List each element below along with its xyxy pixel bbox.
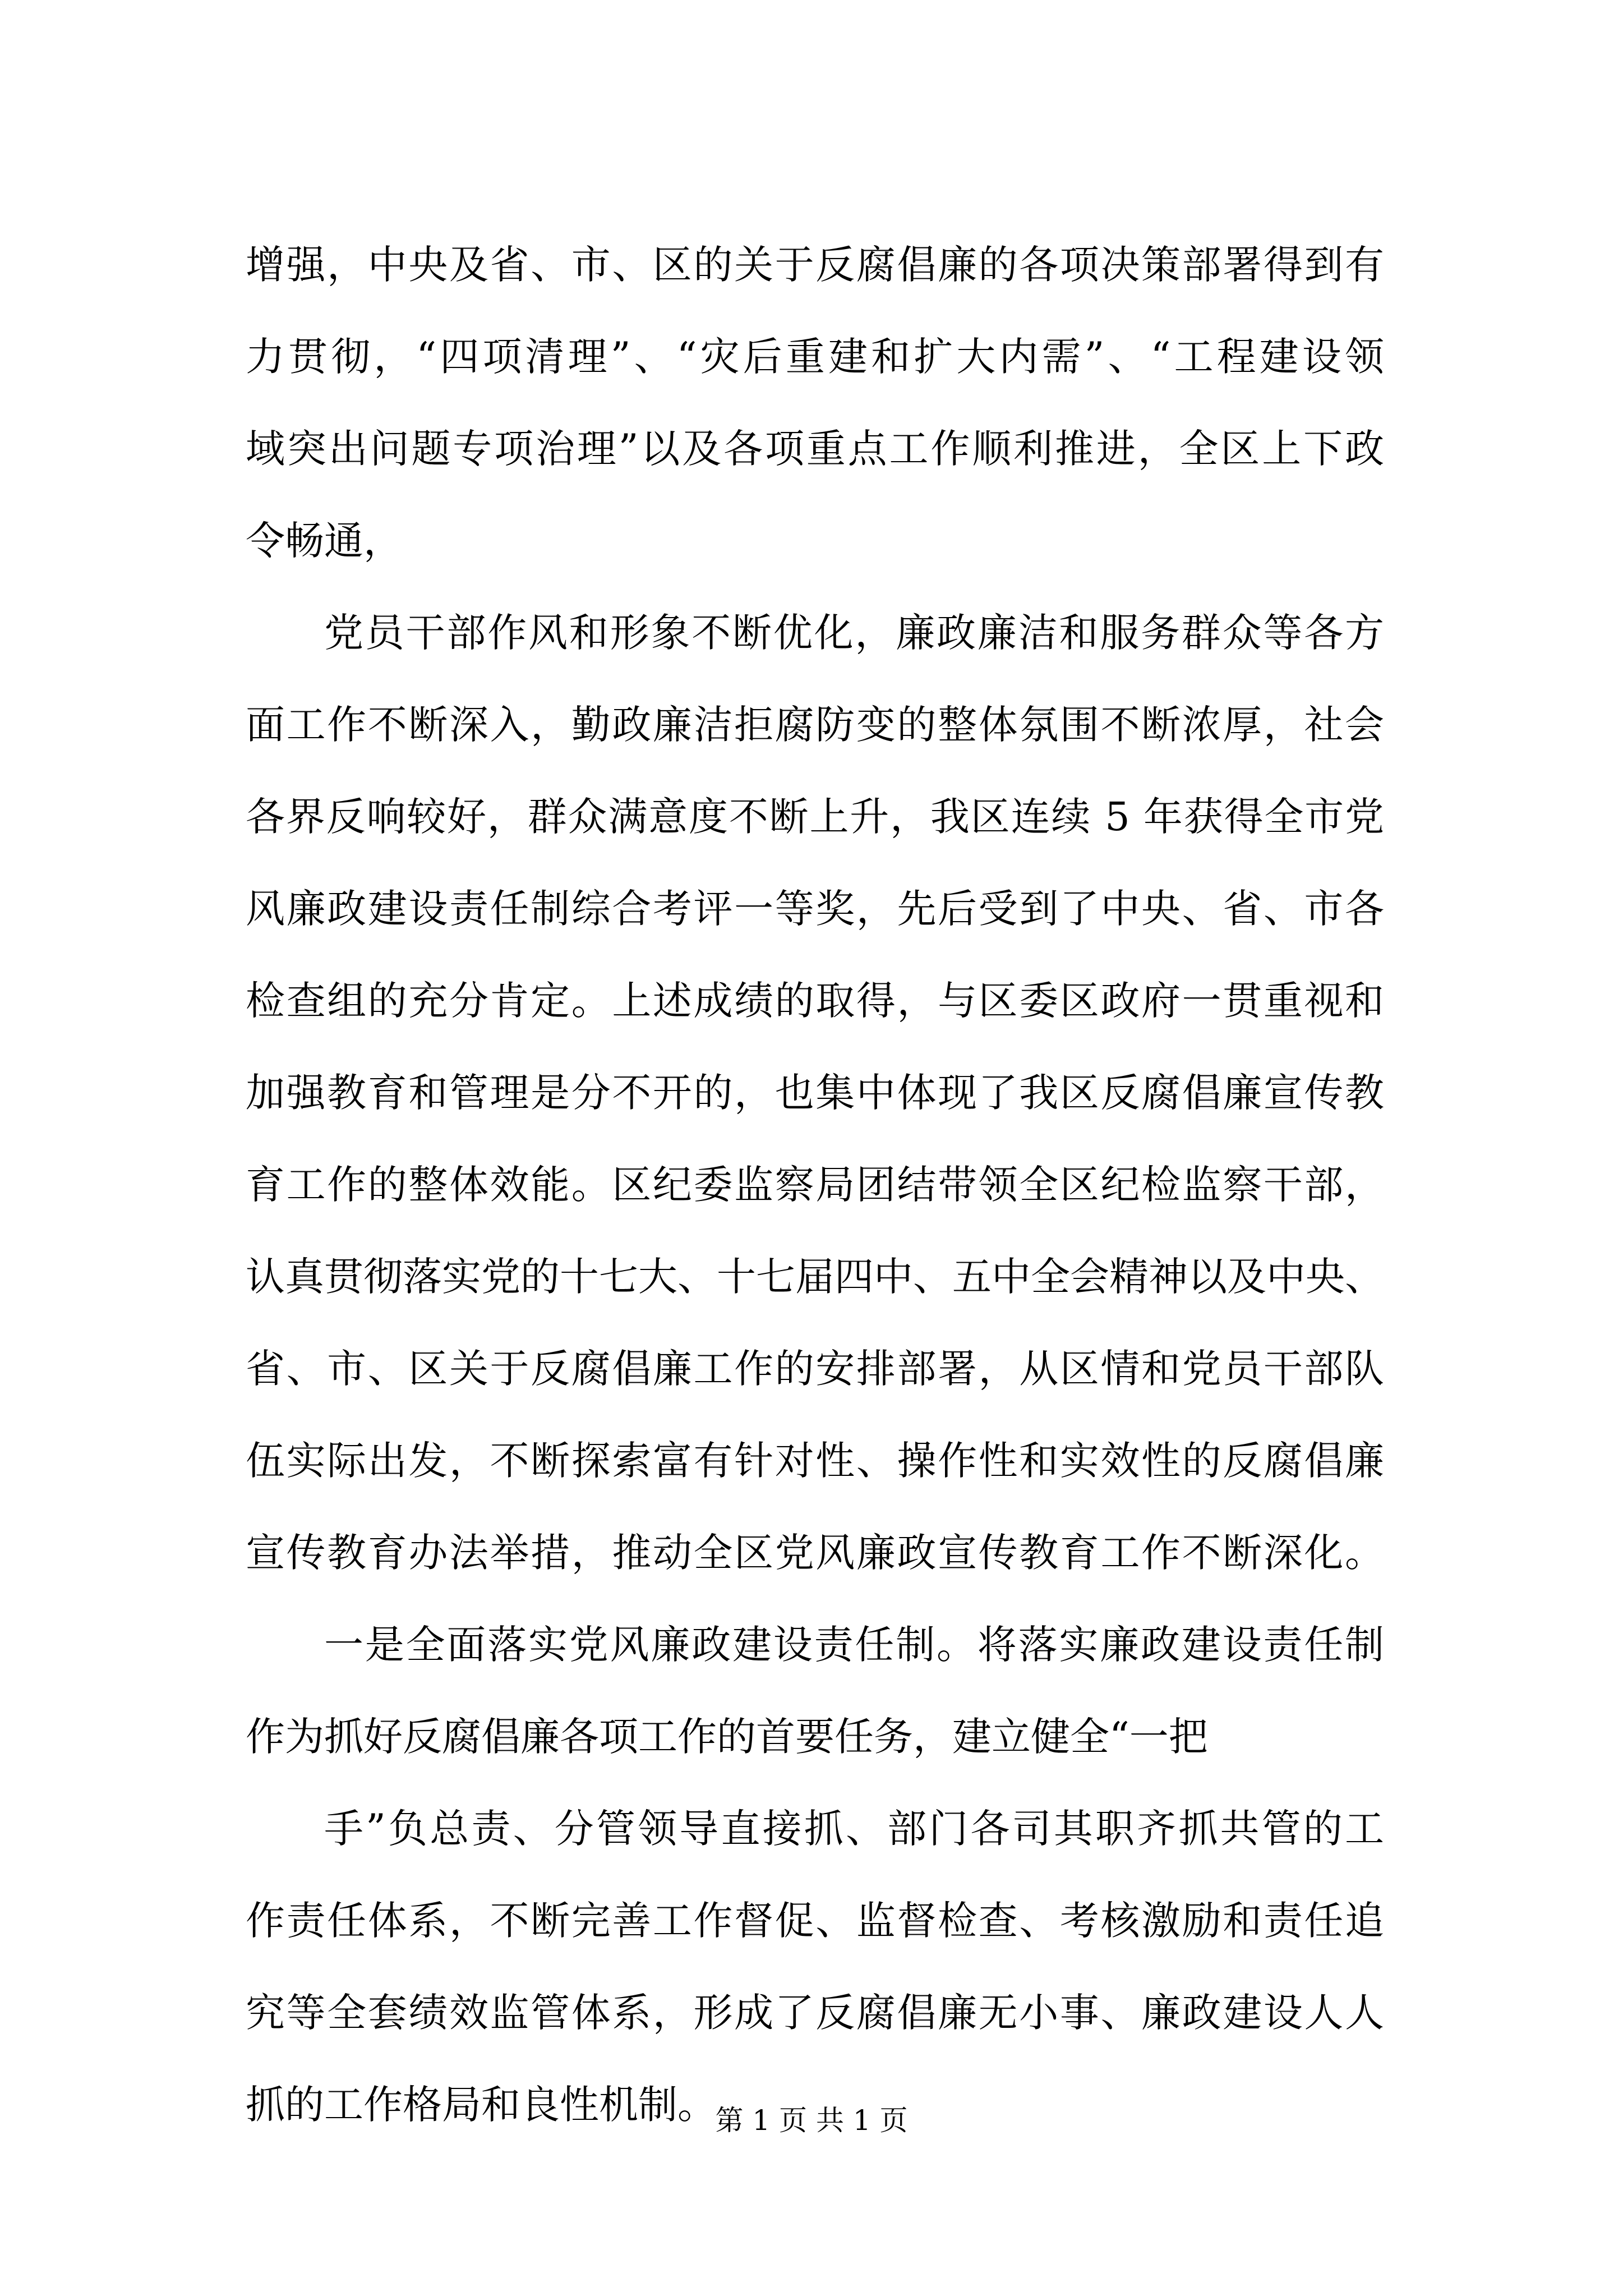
text-line: 认真贯彻落实党的十七大、十七届四中、五中全会精神以及中央、 [246,1254,1384,1300]
text-line: 力贯彻，“四项清理”、“灾后重建和扩大内需”、“工程建设领 [246,334,1384,380]
text-line: 伍实际出发，不断探索富有针对性、操作性和实效性的反腐倡廉 [246,1438,1384,1484]
text-line: 党员干部作风和形象不断优化，廉政廉洁和服务群众等各方 [324,610,1384,656]
text-line: 检查组的充分肯定。上述成绩的取得，与区委区政府一贯重视和 [246,978,1384,1024]
text-line: 加强教育和管理是分不开的，也集中体现了我区反腐倡廉宣传教 [246,1070,1384,1116]
text-line: 宣传教育办法举措，推动全区党风廉政宣传教育工作不断深化。 [246,1530,1384,1576]
text-line: 省、市、区关于反腐倡廉工作的安排部署，从区情和党员干部队 [246,1346,1384,1392]
text-line: 域突出问题专项治理”以及各项重点工作顺利推进，全区上下政 [246,426,1384,472]
text-line: 增强，中央及省、市、区的关于反腐倡廉的各项决策部署得到有 [246,242,1384,288]
text-line: 令畅通， [246,518,403,564]
page-footer: 第 1 页 共 1 页 [715,2104,908,2137]
text-line: 一是全面落实党风廉政建设责任制。将落实廉政建设责任制 [324,1622,1384,1668]
text-line: 作为抓好反腐倡廉各项工作的首要任务，建立健全“一把 [246,1714,1208,1760]
text-line: 育工作的整体效能。区纪委监察局团结带领全区纪检监察干部， [246,1162,1384,1208]
text-line: 究等全套绩效监管体系，形成了反腐倡廉无小事、廉政建设人人 [246,1990,1384,2036]
text-line: 面工作不断深入，勤政廉洁拒腐防变的整体氛围不断浓厚，社会 [246,702,1384,748]
text-line: 作责任体系，不断完善工作督促、监督检查、考核激励和责任追 [246,1898,1384,1944]
text-line: 各界反响较好，群众满意度不断上升，我区连续 5 年获得全市党 [246,794,1384,840]
text-line: 抓的工作格局和良性机制。 [246,2082,717,2128]
text-line: 风廉政建设责任制综合考评一等奖，先后受到了中央、省、市各 [246,886,1384,932]
text-line: 手”负总责、分管领导直接抓、部门各司其职齐抓共管的工 [324,1806,1384,1852]
document-body [246,219,1384,2151]
